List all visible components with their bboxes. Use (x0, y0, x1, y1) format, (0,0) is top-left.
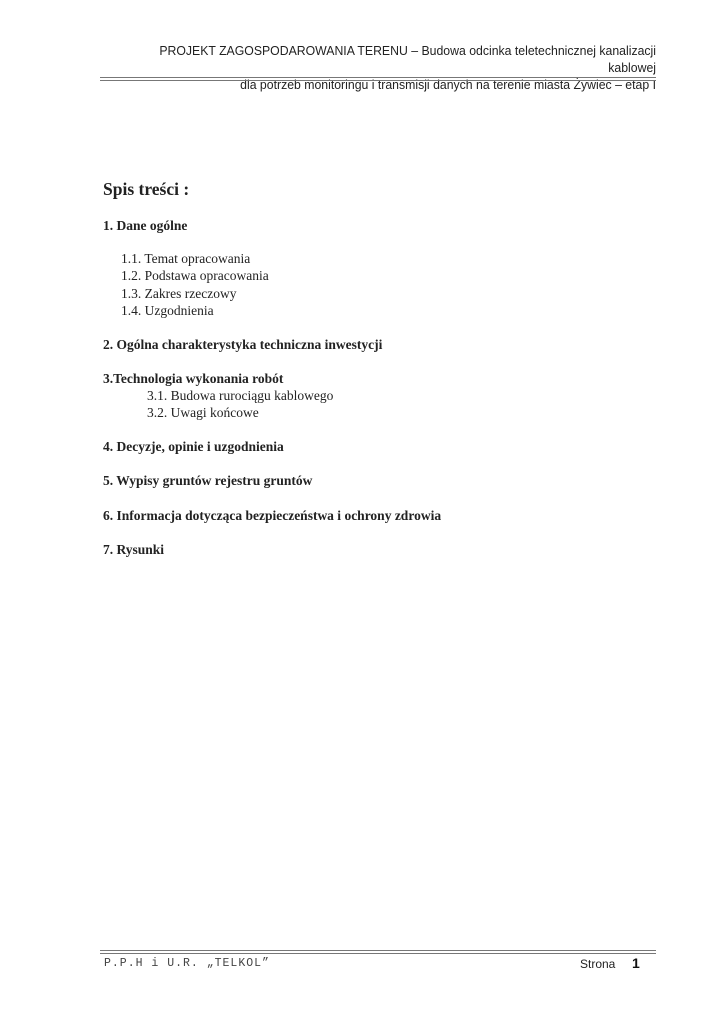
toc-section-6: 6. Informacja dotycząca bezpieczeństwa i ochrony zdrowia (103, 508, 442, 523)
header-rule-top (100, 77, 656, 78)
footer-page-label: Strona (580, 957, 616, 971)
toc-subsection-3-2: 3.2. Uwagi końcowe (147, 405, 259, 420)
toc-section-3: 3.Technologia wykonania robót (103, 371, 284, 386)
footer-company: P.P.H i U.R. „TELKOL” (104, 957, 270, 970)
footer-rule-top (100, 950, 656, 951)
page-header (139, 42, 656, 93)
toc-subsection-1-3: 1.3. Zakres rzeczowy (121, 286, 237, 301)
toc-section-4: 4. Decyzje, opinie i uzgodnienia (103, 439, 284, 454)
header-rule-bottom (100, 80, 656, 81)
toc-section-1: 1. Dane ogólne (103, 218, 188, 233)
toc-subsection-3-1: 3.1. Budowa rurociągu kablowego (147, 388, 334, 403)
footer-page-number: 1 (632, 955, 640, 971)
toc-title: Spis treści : (103, 179, 190, 199)
header-line-1: PROJEKT ZAGOSPODAROWANIA TERENU – Budowa odcinka teletechnicznej kanalizacji kablowej (159, 43, 657, 75)
toc-subsection-1-2: 1.2. Podstawa opracowania (121, 268, 269, 283)
header-line-2: dla potrzeb monitoringu i transmisji danych na terenie miasta Żywiec – etap I (240, 77, 656, 92)
footer-rule-bottom (100, 953, 656, 954)
toc-section-2: 2. Ogólna charakterystyka techniczna inwestycji (103, 337, 383, 352)
toc-section-7: 7. Rysunki (103, 542, 165, 557)
toc-subsection-1-4: 1.4. Uzgodnienia (121, 303, 214, 318)
toc-subsection-1-1: 1.1. Temat opracowania (121, 251, 251, 266)
toc-section-5: 5. Wypisy gruntów rejestru gruntów (103, 473, 313, 488)
